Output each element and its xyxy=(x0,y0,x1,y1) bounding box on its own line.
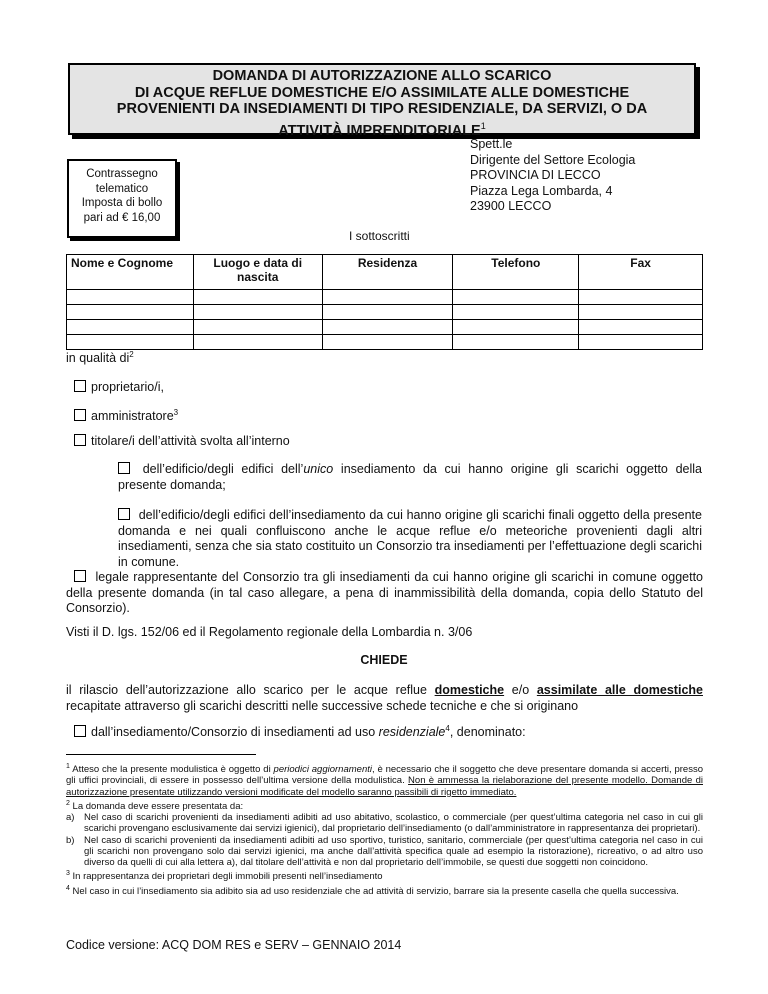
table-row xyxy=(67,290,703,305)
footnote-ref-4: 4 xyxy=(445,724,450,733)
revenue-stamp-box xyxy=(67,159,177,238)
table-cell[interactable] xyxy=(322,320,453,335)
table-header-row xyxy=(67,255,703,290)
table-cell[interactable] xyxy=(453,305,579,320)
capacity-label: in qualità $di^2$ xyxy=(66,350,134,366)
table-row xyxy=(67,320,703,335)
table-cell[interactable] xyxy=(322,305,453,320)
footnote-1: $^1$ Atteso che la presente modulistica è oggetto di periodici aggiornamenti, è necessario che il soggetto che deve presentare domanda si accerti, presso gli uffici provinciali, di essere in possesso dell’ultima versione della modulistica. Non è ammessa la rielaborazione del presente modello. Domande di autorizzazione presentate utilizzando versioni modificate del modello saranno passibili di rigetto immediato. xyxy=(66,763,703,798)
residential-checkbox[interactable] xyxy=(74,725,86,737)
recipient-line: Spett.le xyxy=(470,137,513,151)
footnotes xyxy=(66,761,703,897)
footnote-3: $^3$ In rappresentanza dei proprietari degli immobili presenti nell’insediamento xyxy=(66,870,383,883)
table-cell[interactable] xyxy=(193,320,322,335)
single-settlement-checkbox[interactable] xyxy=(118,462,130,474)
table-cell[interactable] xyxy=(67,305,194,320)
option-multiple-settlements: dell’edificio/degli edifici dell’insediamento da cui hanno origine gli scarichi finali oggetto della presente domanda e nei quali confluiscono anche le acque reflue e/o meteoriche provenienti dagli altri insediamenti, senza che sia stato costituito un Consorzio tra insediamenti per l’effettuazione degli scarichi in comune. xyxy=(118,508,702,569)
administrator-checkbox[interactable] xyxy=(74,409,86,421)
option-residential: dall’insediamento/Consorzio di insediamenti ad uso residenziale$^4$, denominato: xyxy=(74,721,526,741)
table-cell[interactable] xyxy=(453,290,579,305)
footnote-ref-3: 3 xyxy=(173,408,179,417)
title-line-2: DI ACQUE REFLUE DOMESTICHE E/O ASSIMILATE ALLE DOMESTICHE xyxy=(134,84,630,101)
version-code: Codice versione: ACQ DOM RES e SERV – GENNAIO 2014 xyxy=(66,938,402,952)
table-cell[interactable] xyxy=(322,290,453,305)
table-cell[interactable] xyxy=(579,305,703,320)
stamp-line: Contrassegno xyxy=(86,168,158,180)
recipient-address xyxy=(470,137,635,215)
column-header-phone: Telefono xyxy=(453,255,579,290)
title-line-1: DOMANDA DI AUTORIZZAZIONE ALLO SCARICO xyxy=(212,68,552,84)
option-holder: titolare/i dell’attività svolta all’interno xyxy=(74,434,290,450)
table-cell[interactable] xyxy=(453,335,579,350)
recipient-line: Dirigente del Settore Ecologia xyxy=(470,152,636,167)
footnote-divider xyxy=(66,754,256,755)
option-administrator: amministratore$^3$ xyxy=(74,405,178,425)
recipient-line: Piazza Lega Lombarda, 4 xyxy=(470,183,613,198)
table-cell[interactable] xyxy=(193,290,322,305)
stamp-line: telematico xyxy=(95,182,149,195)
option-single-settlement: dell’edificio/degli edifici dell’unico insediamento da cui hanno origine gli scarichi oggetto della presente domanda; xyxy=(118,462,702,492)
signatories-label: I sottoscritti xyxy=(349,229,410,243)
table-row xyxy=(67,305,703,320)
footnote-ref-2: 2 xyxy=(129,350,134,359)
multiple-settlements-checkbox[interactable] xyxy=(118,508,130,520)
column-header-birth: Luogo e data di nascita xyxy=(193,255,322,290)
table-cell[interactable] xyxy=(193,305,322,320)
request-text: il rilascio dell’autorizzazione allo scarico per le acque reflue domestiche e/o assimilate alle domestiche recapitate attraverso gli scarichi descritti nelle successive schede tecniche e che si originano xyxy=(66,683,703,713)
legal-representative-checkbox[interactable] xyxy=(74,570,86,582)
form-title xyxy=(68,63,696,139)
title-line-3: PROVENIENTI DA INSEDIAMENTI DI TIPO RESIDENZIALE, DA SERVIZI, O DA xyxy=(116,101,648,117)
table-cell[interactable] xyxy=(579,320,703,335)
option-owner: proprietario/i, xyxy=(74,380,164,396)
table-cell[interactable] xyxy=(579,335,703,350)
recipient-line: PROVINCIA DI LECCO xyxy=(470,168,601,182)
table-row xyxy=(67,335,703,350)
title-line-4: ATTIVITÀ IMPRENDITORIALE$^1$ xyxy=(278,120,486,139)
owner-checkbox[interactable] xyxy=(74,380,86,392)
request-heading: CHIEDE xyxy=(360,653,408,667)
footnote-2b: b) Nel caso di scarichi provenienti da insediamenti adibiti ad uso sportivo, turistico, sanitario, commerciale (per quest’ultima categoria nel caso in cui gli scarichi non provengano solo dai servizi igienici, ma anche dall’attività specifica quale ad esempio la ristorazione), ricreativo, o ad altro uso diverso da quelli di cui alla lettera a), dal titolare dell’attività e non dal proprietario dell’immobile, se questi due soggetti non coincidono. xyxy=(66,834,703,868)
recipient-line: 23900 LECCO xyxy=(470,199,552,213)
table-cell[interactable] xyxy=(579,290,703,305)
legal-references: Visti il D. lgs. 152/06 ed il Regolamento regionale della Lombardia n. 3/06 xyxy=(66,625,473,639)
column-header-fax: Fax xyxy=(579,255,703,290)
table-cell[interactable] xyxy=(67,320,194,335)
footnote-4: $^4$ Nel caso in cui l’insediamento sia adibito sia ad uso residenziale che ad attività di servizio, barrare sia la presente casella che quella successiva. xyxy=(66,884,679,897)
footnote-ref-1: 1 xyxy=(480,120,486,131)
table-cell[interactable] xyxy=(322,335,453,350)
stamp-line: Imposta di bollo xyxy=(81,197,163,209)
option-legal-representative: legale rappresentante del Consorzio tra gli insediamenti da cui hanno origine gli scarichi in comune oggetto della presente domanda (in tal caso allegare, a pena di inammissibilità della domanda, copia dello Statuto del Consorzio). xyxy=(66,570,703,615)
table-cell[interactable] xyxy=(453,320,579,335)
signatories-table xyxy=(66,254,703,350)
footnote-2: $^2$ La domanda deve essere presentata da: xyxy=(66,799,244,812)
holder-checkbox[interactable] xyxy=(74,434,86,446)
footnote-2a: a) Nel caso di scarichi provenienti da insediamenti adibiti ad uso abitativo, scolastico, o commerciale (per quest’ultima categoria nel caso in cui gli scarichi provengano esclusivamente dai servizi igienici), dal proprietario dell’insediamento (o dall’amministratore in rappresentanza dei proprietari). xyxy=(66,812,703,835)
column-header-name: Nome e Cognome xyxy=(67,255,194,290)
column-header-residence: Residenza xyxy=(322,255,453,290)
stamp-line: pari ad € 16,00 xyxy=(83,211,161,224)
table-cell[interactable] xyxy=(193,335,322,350)
table-cell[interactable] xyxy=(67,290,194,305)
